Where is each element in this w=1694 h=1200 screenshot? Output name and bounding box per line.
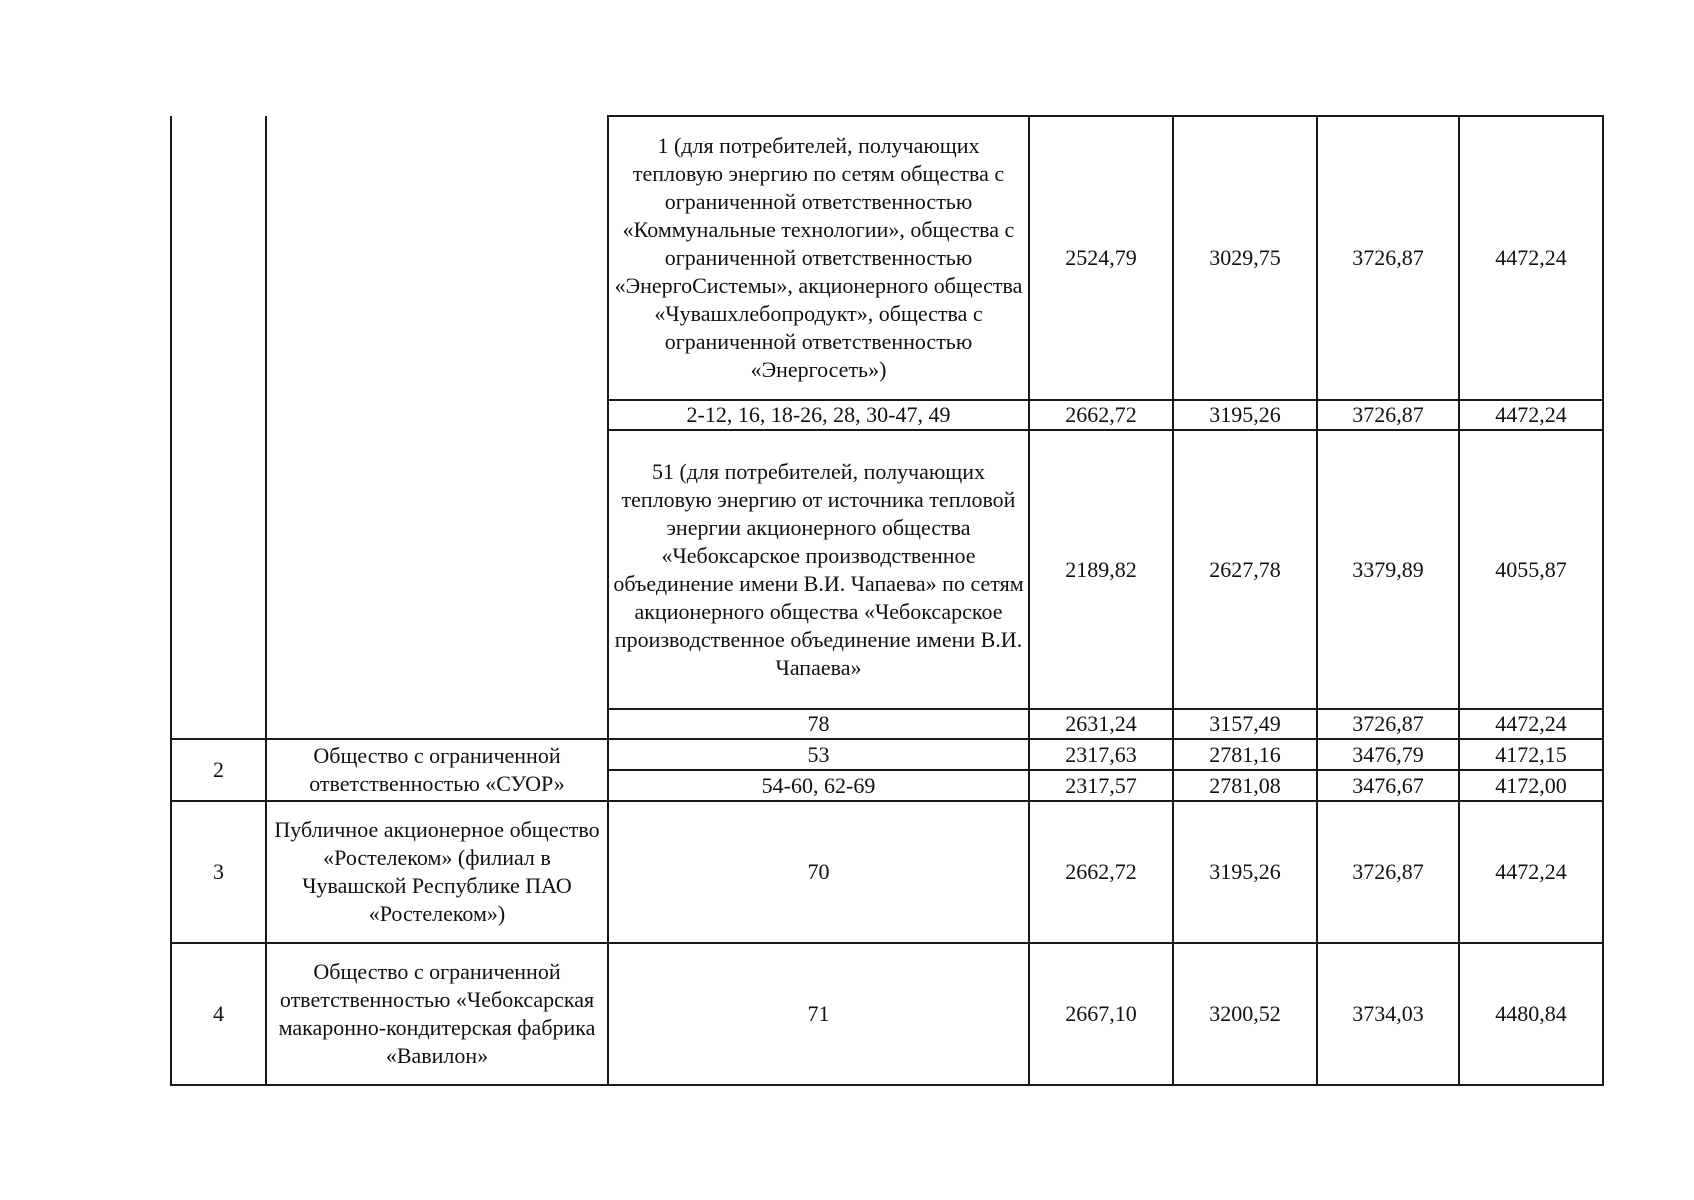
zone-cell: 53 (608, 739, 1029, 770)
value-cell: 3476,67 (1317, 770, 1459, 801)
zone-cell: 70 (608, 801, 1029, 943)
value-cell: 2781,16 (1173, 739, 1317, 770)
value-cell: 4172,15 (1459, 739, 1603, 770)
zone-cell: 1 (для потребителей, получающих тепловую энергию по сетям общества с ограниченной ответственностью «Коммунальные технологии», общества с ограниченной ответственностью «ЭнергоСистемы», акционерного общества «Чувашхлебопродукт», общества с ограниченной ответственностью «Энергосеть») (608, 116, 1029, 400)
row-number-cell: 2 (171, 739, 266, 801)
row-number-cell: 3 (171, 801, 266, 943)
value-cell: 2627,78 (1173, 430, 1317, 709)
value-cell: 4172,00 (1459, 770, 1603, 801)
value-cell: 4472,24 (1459, 400, 1603, 430)
value-cell: 3726,87 (1317, 400, 1459, 430)
organization-cell: Общество с ограниченной ответственностью «СУОР» (266, 739, 608, 801)
value-cell: 3476,79 (1317, 739, 1459, 770)
value-cell: 3726,87 (1317, 801, 1459, 943)
table-row (171, 116, 1603, 400)
value-cell: 2524,79 (1029, 116, 1173, 400)
zone-cell: 54-60, 62-69 (608, 770, 1029, 801)
value-cell: 3200,52 (1173, 943, 1317, 1085)
value-cell: 2662,72 (1029, 400, 1173, 430)
value-cell: 4055,87 (1459, 430, 1603, 709)
table-row (171, 943, 1603, 1085)
value-cell: 2781,08 (1173, 770, 1317, 801)
value-cell: 3195,26 (1173, 400, 1317, 430)
zone-cell: 51 (для потребителей, получающих тепловую энергию от источника тепловой энергии акционерного общества «Чебоксарское производственное объединение имени В.И. Чапаева» по сетям акционерного общества «Чебоксарское производственное объединение имени В.И. Чапаева» (608, 430, 1029, 709)
organization-cell: Публичное акционерное общество «Ростелеком» (филиал в Чувашской Республике ПАО «Ростелеком») (266, 801, 608, 943)
zone-cell: 78 (608, 709, 1029, 739)
value-cell: 3195,26 (1173, 801, 1317, 943)
value-cell: 3726,87 (1317, 709, 1459, 739)
table-row (171, 801, 1603, 943)
value-cell: 3379,89 (1317, 430, 1459, 709)
value-cell: 2631,24 (1029, 709, 1173, 739)
value-cell: 4472,24 (1459, 709, 1603, 739)
value-cell: 2317,57 (1029, 770, 1173, 801)
value-cell: 3726,87 (1317, 116, 1459, 400)
value-cell: 2317,63 (1029, 739, 1173, 770)
table-row (171, 739, 1603, 770)
zone-cell: 71 (608, 943, 1029, 1085)
row-number-cell (171, 116, 266, 739)
row-number-cell: 4 (171, 943, 266, 1085)
organization-cell: Общество с ограниченной ответственностью «Чебоксарская макаронно-кондитерская фабрика «Вавилон» (266, 943, 608, 1085)
value-cell: 3157,49 (1173, 709, 1317, 739)
value-cell: 2662,72 (1029, 801, 1173, 943)
value-cell: 3734,03 (1317, 943, 1459, 1085)
value-cell: 2667,10 (1029, 943, 1173, 1085)
value-cell: 4480,84 (1459, 943, 1603, 1085)
value-cell: 2189,82 (1029, 430, 1173, 709)
value-cell: 3029,75 (1173, 116, 1317, 400)
tariff-table (170, 115, 1604, 1086)
value-cell: 4472,24 (1459, 801, 1603, 943)
organization-cell (266, 116, 608, 739)
zone-cell: 2-12, 16, 18-26, 28, 30-47, 49 (608, 400, 1029, 430)
value-cell: 4472,24 (1459, 116, 1603, 400)
